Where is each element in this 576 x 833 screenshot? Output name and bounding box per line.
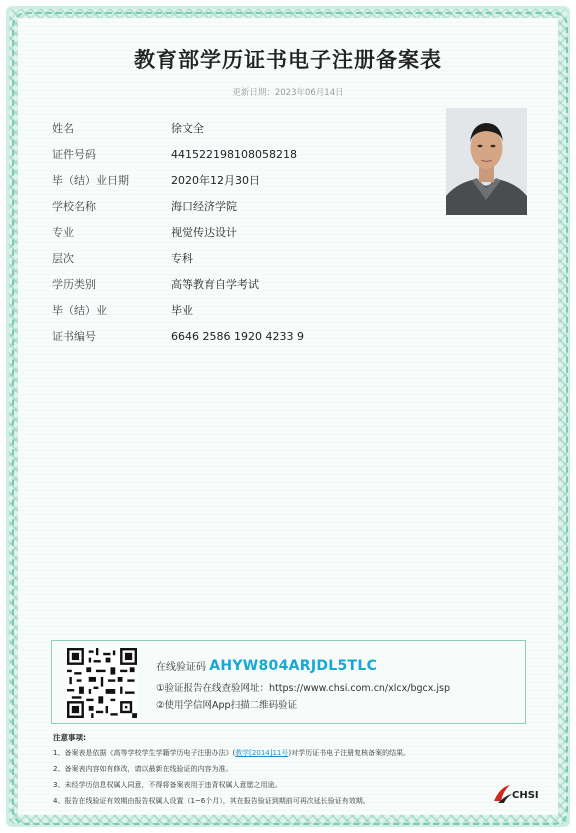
id-photo (446, 108, 527, 215)
verification-code: AHYW804ARJDL5TLC (209, 658, 378, 674)
field-row-level (52, 250, 193, 266)
qr-code-icon[interactable] (67, 648, 137, 718)
note-1-text-start: 1、备案表是依据《高等学校学生学籍学历电子注册办法》( (53, 749, 236, 757)
note-1 (53, 748, 410, 758)
field-row-id-number (52, 146, 297, 162)
verification-code-label: 在线验证码 (156, 662, 206, 673)
field-label: 证件号码 (52, 148, 96, 161)
field-row-education-type (52, 276, 259, 292)
field-row-graduation-date (52, 172, 260, 188)
field-label: 学历类别 (52, 278, 96, 291)
field-value: 视觉传达设计 (171, 226, 237, 239)
field-label: 证书编号 (52, 330, 96, 343)
note-1-text-end: )对学历证书电子注册复核备案的结果。 (288, 749, 411, 757)
field-row-major (52, 224, 237, 240)
field-row-name (52, 120, 204, 136)
field-row-certificate-number (52, 328, 304, 344)
field-label: 姓名 (52, 122, 74, 135)
field-label: 专业 (52, 226, 74, 239)
update-date: 更新日期：2023年06月14日 (232, 88, 344, 98)
notes-title: 注意事项: (53, 733, 86, 742)
field-label: 层次 (52, 252, 74, 265)
field-value: 441522198108058218 (171, 148, 297, 161)
note-4: 4、报告在线验证有效期由报告权属人设置（1~6个月），其在报告验证到期前可再次延长验证有效期。 (53, 797, 370, 805)
field-label: 毕（结）业 (52, 304, 107, 317)
verification-url-text: ①验证报告在线查验网址：https://www.chsi.com.cn/xlcx/bgcx.jsp (156, 683, 450, 694)
note-3: 3、未经学历信息权属人同意，不得将备案表用于违背权属人意愿之用途。 (53, 781, 282, 789)
verification-code-line (156, 658, 377, 674)
field-value: 高等教育自学考试 (171, 278, 259, 291)
field-row-school (52, 198, 237, 214)
field-label: 学校名称 (52, 200, 96, 213)
field-value: 毕业 (171, 304, 193, 317)
verification-app-text: ②使用学信网App扫描二维码验证 (156, 700, 298, 711)
note-2: 2、备案表内容如有修改，请以最新在线验证的内容为准。 (53, 765, 233, 773)
regulation-link[interactable]: 教学[2014]11号 (235, 749, 289, 757)
field-label: 毕（结）业日期 (52, 174, 129, 187)
document-title: 教育部学历证书电子注册备案表 (134, 48, 442, 72)
field-value: 专科 (171, 252, 193, 265)
chsi-logo-text: CHSI (512, 790, 539, 801)
field-value: 2020年12月30日 (171, 174, 260, 187)
field-value: 海口经济学院 (171, 200, 237, 213)
field-value: 6646 2586 1920 4233 9 (171, 330, 304, 343)
field-value: 徐文全 (171, 122, 204, 135)
field-row-graduation-status (52, 302, 193, 318)
